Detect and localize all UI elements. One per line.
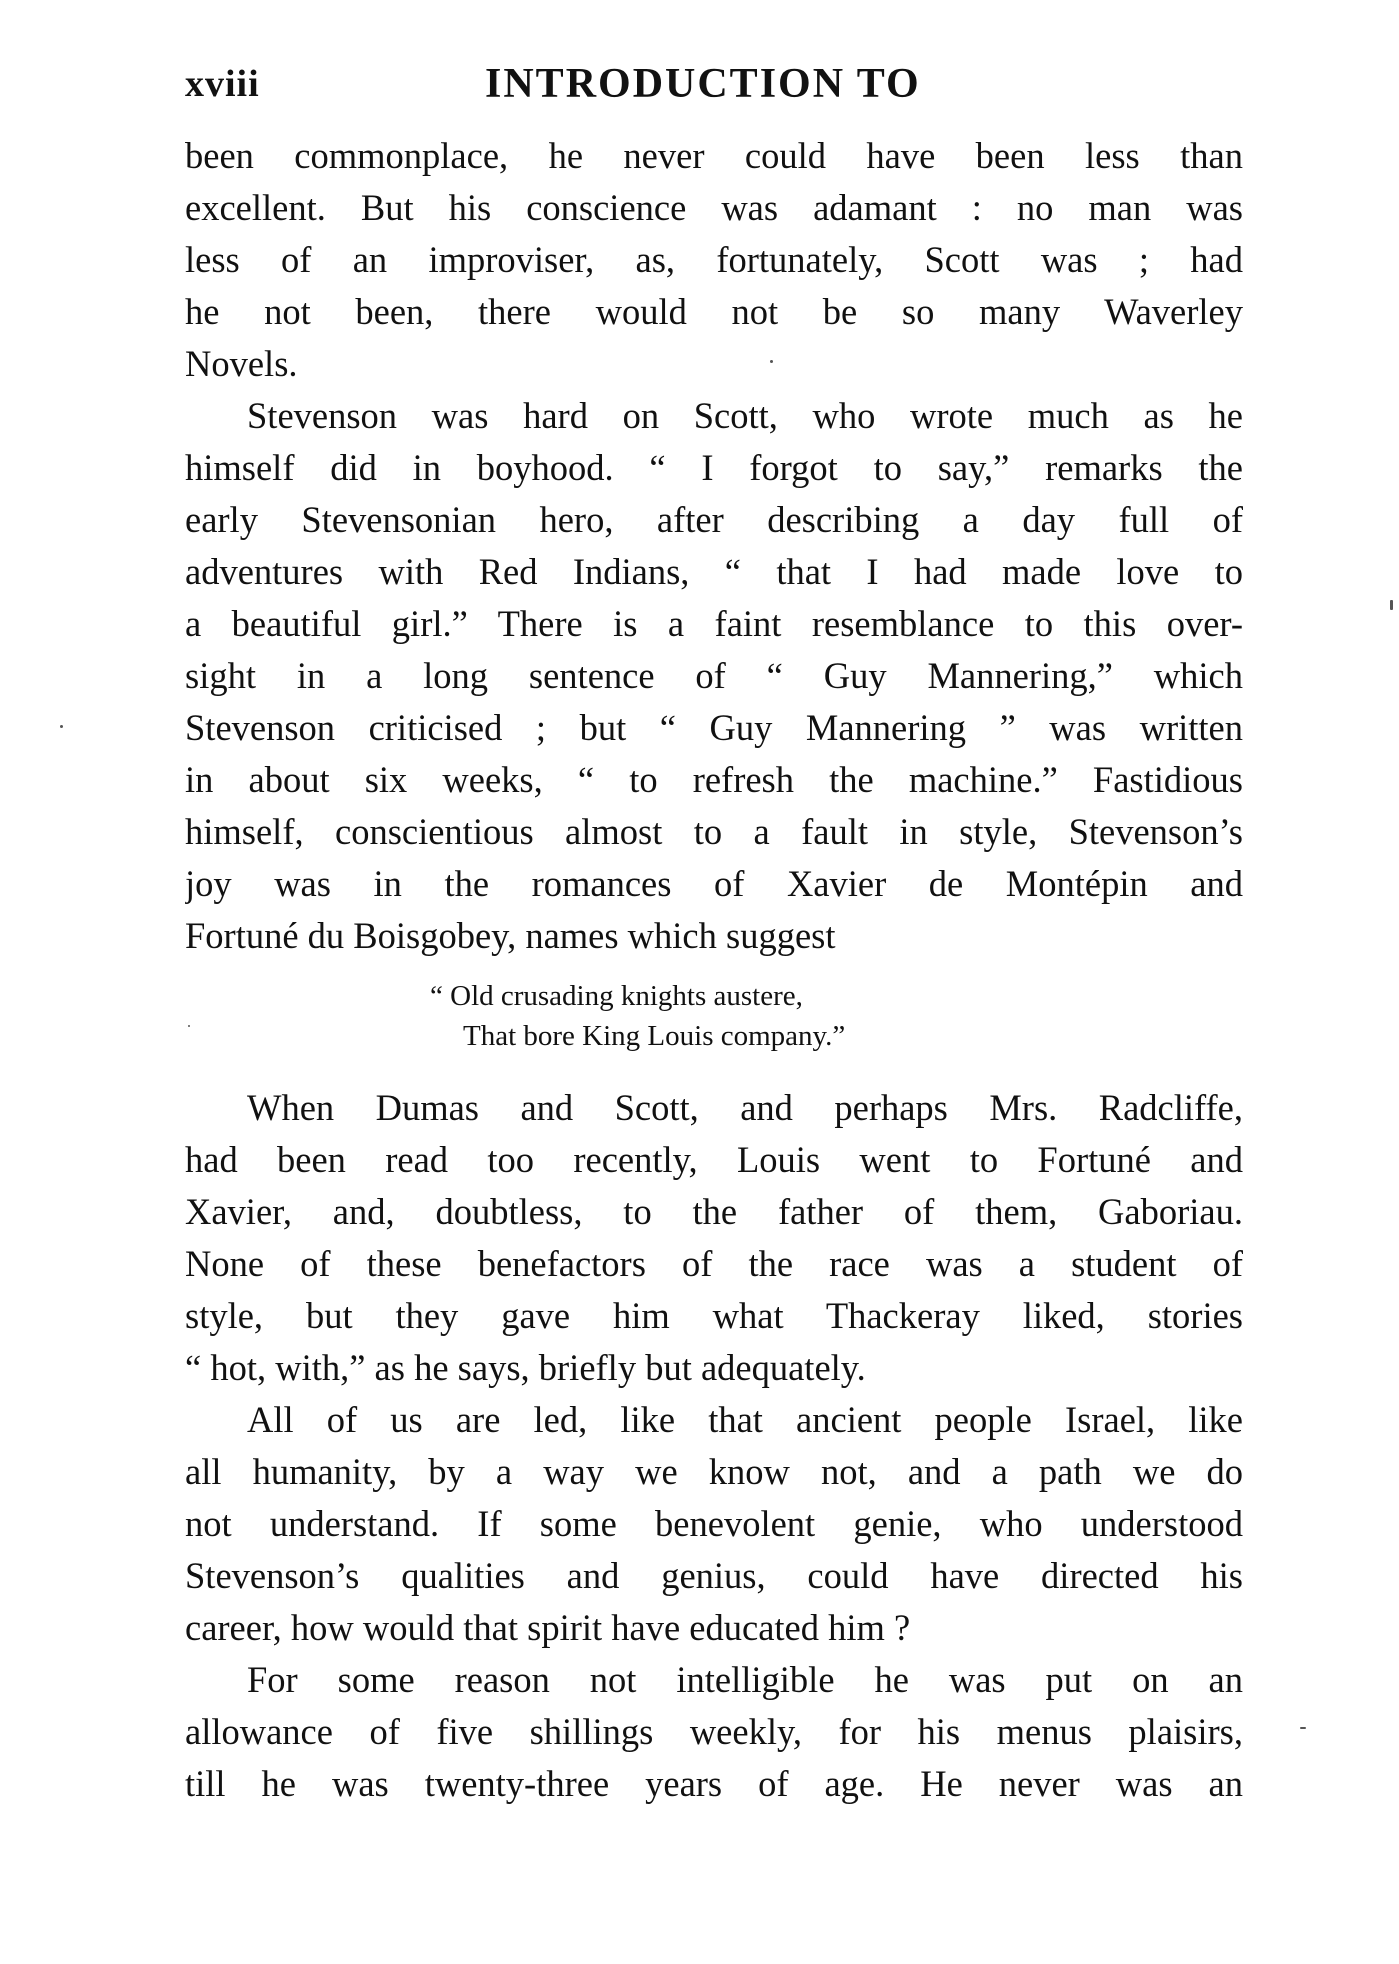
text-line: For some reason not intelligible he was put on an [247, 1659, 1243, 1700]
text-line: When Dumas and Scott, and perhaps Mrs. Radcliffe, [247, 1087, 1243, 1128]
text-line: early Stevensonian hero, after describing a day full of [185, 499, 1243, 540]
text-line: till he was twenty-three years of age. He never was an [185, 1763, 1243, 1804]
text-line: style, but they gave him what Thackeray liked, stories [185, 1295, 1243, 1336]
text-line: joy was in the romances of Xavier de Montépin and [185, 863, 1243, 904]
text-line: adventures with Red Indians, “ that I had made love to [185, 551, 1243, 592]
text-line: a beautiful girl.” There is a faint resemblance to this over- [185, 603, 1243, 644]
page-number: xviii [185, 63, 260, 105]
print-speck [188, 1025, 190, 1027]
text-line: excellent. But his conscience was adamant : no man was [185, 187, 1243, 228]
text-line: Stevenson was hard on Scott, who wrote much as he [247, 395, 1243, 436]
text-line: None of these benefactors of the race was a student of [185, 1243, 1243, 1284]
text-line: not understand. If some benevolent genie, who understood [185, 1503, 1243, 1544]
print-speck [1390, 600, 1393, 610]
text-line: allowance of five shillings weekly, for his menus plaisirs, [185, 1711, 1243, 1752]
verse-line: “ Old crusading knights austere, [430, 980, 803, 1012]
text-line: Novels. [185, 343, 298, 384]
print-speck [60, 725, 63, 728]
running-title: INTRODUCTION TO [485, 61, 921, 107]
text-line: in about six weeks, “ to refresh the machine.” Fastidious [185, 759, 1243, 800]
text-line: Stevenson criticised ; but “ Guy Mannering ” was written [185, 707, 1243, 748]
print-speck [1300, 1727, 1306, 1729]
text-line: had been read too recently, Louis went to Fortuné and [185, 1139, 1243, 1180]
body-text [185, 130, 1243, 1810]
text-line: himself, conscientious almost to a fault in style, Stevenson’s [185, 811, 1243, 852]
text-line: less of an improviser, as, fortunately, Scott was ; had [185, 239, 1243, 280]
text-line: been commonplace, he never could have been less than [185, 135, 1243, 176]
text-line: career, how would that spirit have educated him ? [185, 1607, 911, 1648]
text-line: “ hot, with,” as he says, briefly but adequately. [185, 1347, 866, 1388]
text-line: himself did in boyhood. “ I forgot to say,” remarks the [185, 447, 1243, 488]
print-speck [770, 360, 773, 363]
running-head [185, 56, 1245, 116]
text-line: Fortuné du Boisgobey, names which suggest [185, 915, 836, 956]
text-line: Stevenson’s qualities and genius, could have directed his [185, 1555, 1243, 1596]
text-line: all humanity, by a way we know not, and a path we do [185, 1451, 1243, 1492]
text-line: sight in a long sentence of “ Guy Mannering,” which [185, 655, 1243, 696]
text-line: Xavier, and, doubtless, to the father of them, Gaboriau. [185, 1191, 1243, 1232]
verse-line: That bore King Louis company.” [463, 1020, 846, 1052]
text-line: he not been, there would not be so many Waverley [185, 291, 1243, 332]
text-line: All of us are led, like that ancient people Israel, like [247, 1399, 1243, 1440]
